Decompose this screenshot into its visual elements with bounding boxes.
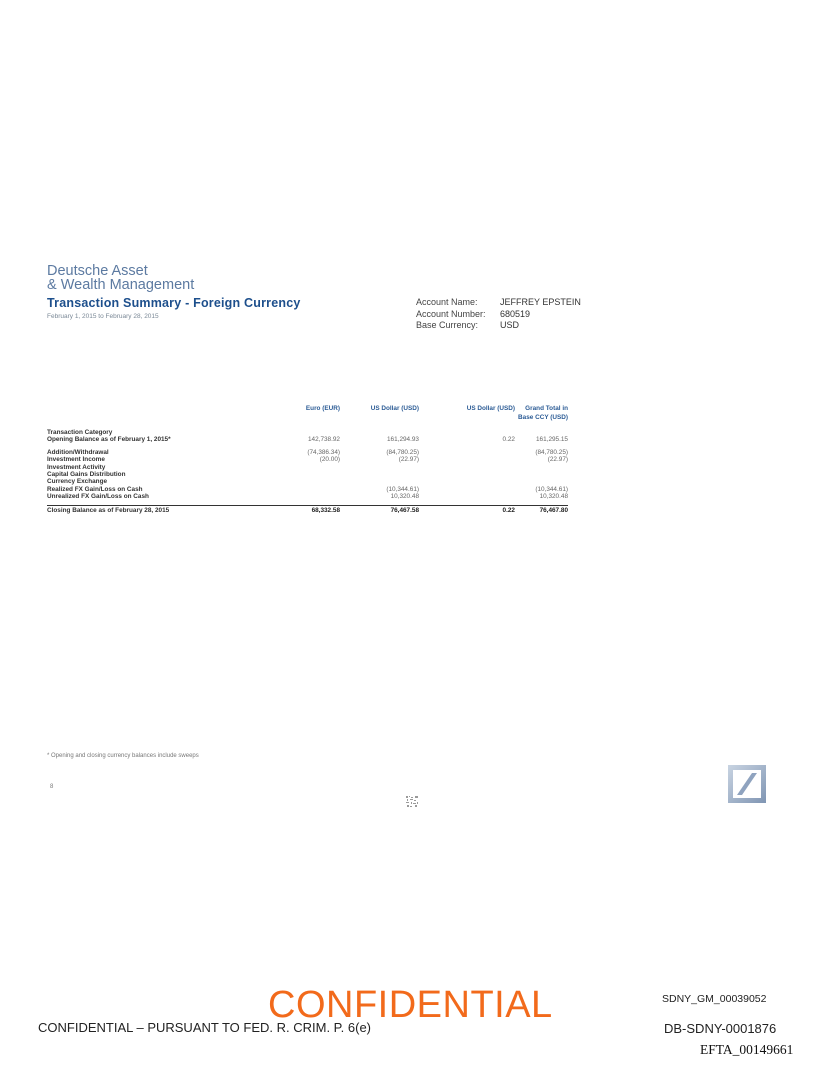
table-header (47, 405, 568, 429)
closing-row (47, 507, 568, 514)
row-eur: (20.00) (319, 456, 340, 464)
row-usd: (84,780.25) (386, 448, 419, 456)
opening-usd-2: 0.22 (502, 436, 515, 444)
table-row (47, 449, 568, 456)
row-label: Capital Gains Distribution (47, 470, 126, 478)
closing-usd: 76,467.58 (390, 506, 419, 514)
efta-number: EFTA_00149661 (700, 1042, 794, 1057)
account-number-value: 680519 (500, 308, 531, 319)
account-number-row (416, 309, 581, 321)
pursuant-notice: CONFIDENTIAL – PURSUANT TO FED. R. CRIM. P. 6(e) (38, 1020, 372, 1035)
table-row (47, 471, 568, 478)
category-row (47, 429, 568, 436)
account-name-label: Account Name: (416, 297, 478, 307)
base-currency-row (416, 320, 581, 332)
confidential-stamp: CONFIDENTIAL (268, 984, 553, 1026)
row-label: Investment Activity (47, 463, 106, 471)
brand-line-1: Deutsche Asset (47, 263, 148, 279)
closing-divider (47, 505, 568, 506)
closing-total: 76,467.80 (539, 506, 568, 514)
account-name-value: JEFFREY EPSTEIN (500, 297, 581, 307)
base-currency-label: Base Currency: (416, 320, 479, 330)
account-info (416, 297, 581, 332)
table-row (47, 478, 568, 485)
row-label: Investment Income (47, 456, 105, 464)
category-label: Transaction Category (47, 429, 113, 436)
table-row (47, 486, 568, 493)
base-currency-value: USD (500, 320, 520, 330)
opening-label: Opening Balance as of February 1, 2015* (47, 436, 171, 444)
table-row (47, 493, 568, 500)
account-number-label: Account Number: (416, 308, 486, 319)
report-title: Transaction Summary - Foreign Currency (47, 296, 301, 310)
row-label: Realized FX Gain/Loss on Cash (47, 485, 143, 493)
table-row (47, 464, 568, 471)
brand-name (47, 264, 194, 292)
opening-usd: 161,294.93 (387, 436, 419, 444)
header-grand-total-line-2: Base CCY (USD) (518, 414, 568, 421)
deutsche-bank-logo-icon (728, 765, 766, 803)
row-usd: (10,344.61) (386, 485, 419, 493)
row-eur: (74,386.34) (307, 448, 340, 456)
row-label: Currency Exchange (47, 478, 108, 486)
row-total: (10,344.61) (535, 485, 568, 493)
row-total: (84,780.25) (535, 448, 568, 456)
closing-usd-2: 0.22 (502, 506, 515, 514)
header-grand-total-line-1: Grand Total in (525, 405, 568, 412)
opening-row (47, 436, 568, 443)
row-total: 10,320.48 (539, 493, 568, 501)
header-eur: Euro (EUR) (305, 405, 340, 412)
header-usd-2: US Dollar (USD) (466, 405, 515, 412)
brand-line-2: & Wealth Management (47, 277, 195, 293)
closing-label: Closing Balance as of February 28, 2015 (47, 506, 170, 514)
report-period: February 1, 2015 to February 28, 2015 (47, 313, 159, 320)
sdny-bates-number: SDNY_GM_00039052 (662, 993, 767, 1005)
row-label: Unrealized FX Gain/Loss on Cash (47, 493, 149, 501)
header-usd: US Dollar (USD) (370, 405, 419, 412)
opening-total: 161,295.15 (536, 436, 568, 444)
row-usd: 10,320.48 (390, 493, 419, 501)
table-row (47, 456, 568, 463)
row-label: Addition/Withdrawal (47, 448, 109, 456)
row-total: (22.97) (547, 456, 568, 464)
footnote: * Opening and closing currency balances include sweeps (47, 753, 199, 759)
closing-eur: 68,332.58 (311, 506, 340, 514)
account-name-row (416, 297, 581, 309)
page-number: 8 (50, 784, 54, 790)
opening-eur: 142,738.92 (308, 436, 340, 444)
db-sdny-bates-number: DB-SDNY-0001876 (664, 1021, 777, 1036)
transaction-table (47, 405, 568, 514)
row-usd: (22.97) (398, 456, 419, 464)
qr-code-icon (405, 795, 419, 809)
